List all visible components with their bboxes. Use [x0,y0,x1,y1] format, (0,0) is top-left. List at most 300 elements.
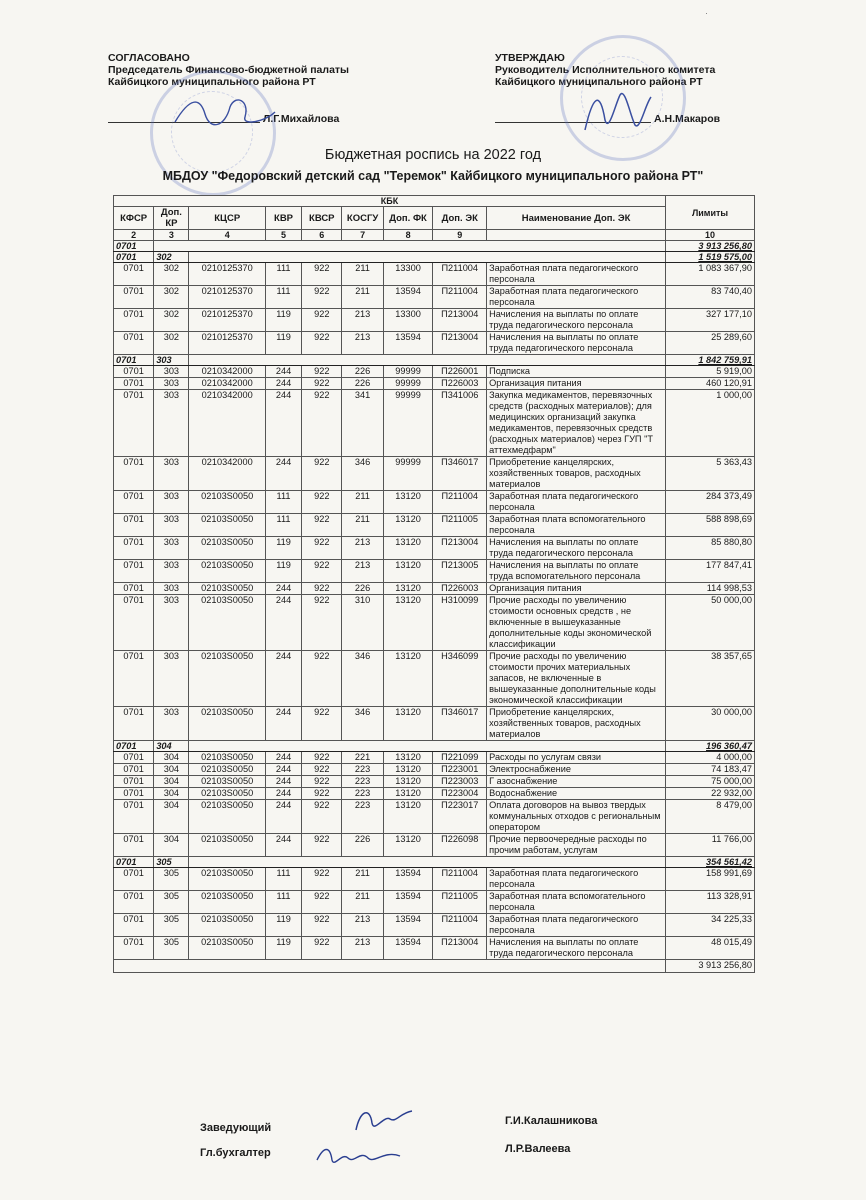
cell-name: Начисления на выплаты по оплате труда вспомогательного персонала [487,560,666,583]
cell-dop-fk: 99999 [383,366,433,378]
column-number: 2 [114,230,154,241]
table-row [114,286,755,309]
cell-kfsr: 0701 [114,514,154,537]
cell-dop-kr: 305 [154,868,189,891]
cell-kfsr: 0701 [114,457,154,491]
column-header-kvr: КВР [265,207,301,230]
column-number: 3 [154,230,189,241]
cell-dop-ek: П223017 [433,800,487,834]
cell-amount: 22 932,00 [666,788,755,800]
cell-amount: 38 357,65 [666,651,755,707]
cell-kvsr: 922 [302,776,342,788]
cell-kcsr: 02103S0050 [189,537,265,560]
cell-kosgu: 226 [342,378,383,390]
cell-dop-fk: 13594 [383,868,433,891]
cell-dop-fk: 13594 [383,914,433,937]
cell-dop-ek: П211004 [433,914,487,937]
cell-kfsr: 0701 [114,366,154,378]
cell-kfsr: 0701 [114,800,154,834]
group-total-row [114,355,755,366]
cell-name: Водоснабжение [487,788,666,800]
document-title: Бюджетная роспись на 2022 год [324,147,542,163]
cell-kosgu: 223 [342,776,383,788]
cell-kvsr: 922 [302,378,342,390]
approval-approved-heading: УТВЕРЖДАЮ [495,52,565,64]
cell-name: Заработная плата педагогического персонала [487,914,666,937]
cell-kvr: 111 [265,891,301,914]
cell-dop-kr: 303 [154,651,189,707]
cell-dop-kr: 302 [154,309,189,332]
cell-amount: 327 177,10 [666,309,755,332]
cell-kfsr: 0701 [114,707,154,741]
cell-name: Начисления на выплаты по оплате труда педагогического персонала [487,309,666,332]
cell-kfsr: 0701 [114,595,154,651]
cell-kvsr: 922 [302,390,342,457]
cell-kosgu: 213 [342,560,383,583]
cell-kfsr: 0701 [114,937,154,960]
cell-dop-fk: 13120 [383,764,433,776]
accountant-name: Л.Р.Валеева [505,1143,571,1155]
table-row [114,752,755,764]
cell-kosgu: 211 [342,286,383,309]
cell-kvsr: 922 [302,309,342,332]
cell-kcsr: 02103S0050 [189,583,265,595]
table-row [114,651,755,707]
cell-kvr: 244 [265,583,301,595]
cell-dop-fk: 13594 [383,286,433,309]
cell-name: Начисления на выплаты по оплате труда педагогического персонала [487,537,666,560]
cell-kvr: 119 [265,560,301,583]
cell-kvr: 111 [265,286,301,309]
cell-dop-fk: 99999 [383,378,433,390]
cell-kcsr: 02103S0050 [189,800,265,834]
cell-dop-fk: 13120 [383,776,433,788]
cell-dop-fk: 13594 [383,891,433,914]
cell-kcsr: 02103S0050 [189,937,265,960]
cell-dop-fk: 13120 [383,834,433,857]
approval-approved-line2: Кайбицкого муниципального района РТ [495,76,703,88]
cell-dop-ek: П211004 [433,491,487,514]
cell-kcsr: 0210342000 [189,366,265,378]
cell-kfsr: 0701 [114,752,154,764]
cell-kvr: 119 [265,537,301,560]
cell-kvsr: 922 [302,937,342,960]
cell-kcsr: 0210342000 [189,390,265,457]
cell-kosgu: 213 [342,937,383,960]
cell-kosgu: 226 [342,834,383,857]
cell-kfsr: 0701 [114,560,154,583]
cell-kvr: 244 [265,457,301,491]
cell-name: Заработная плата педагогического персонала [487,868,666,891]
cell-dop-ek: П211004 [433,286,487,309]
cell-kcsr: 0210342000 [189,378,265,390]
cell-name: Расходы по услугам связи [487,752,666,764]
cell-kosgu: 213 [342,914,383,937]
cell-name: Прочие расходы по увеличению стоимости основных средств , не включенные в вышеуказанные дополнительные коды экономической классификации [487,595,666,651]
cell-name: Заработная плата педагогического персонала [487,263,666,286]
cell-kfsr: 0701 [114,491,154,514]
cell-kvsr: 922 [302,595,342,651]
cell-amount: 588 898,69 [666,514,755,537]
cell-dop-fk: 13120 [383,595,433,651]
cell-kvr: 119 [265,332,301,355]
cell-kosgu: 211 [342,491,383,514]
column-header-name: Наименование Доп. ЭК [487,207,666,230]
grand-total-row [114,960,755,973]
cell-amount: 177 847,41 [666,560,755,583]
cell-amount: 1 000,00 [666,390,755,457]
cell-dop-fk: 13120 [383,491,433,514]
cell-dop-ek: П346017 [433,707,487,741]
cell-kfsr: 0701 [114,537,154,560]
cell-kosgu: 223 [342,800,383,834]
cell-dop-fk: 13120 [383,800,433,834]
cell-kvsr: 922 [302,800,342,834]
cell-kosgu: 223 [342,788,383,800]
cell-name: Заработная плата педагогического персонала [487,286,666,309]
table-kbk-header-row [114,196,755,207]
cell-dop-fk: 99999 [383,457,433,491]
table-row [114,707,755,741]
cell-kcsr: 02103S0050 [189,514,265,537]
cell-amount: 284 373,49 [666,491,755,514]
cell-kcsr: 0210125370 [189,263,265,286]
cell-kvr: 244 [265,788,301,800]
table-row [114,764,755,776]
cell-kvr: 111 [265,491,301,514]
cell-dop-ek: П226001 [433,366,487,378]
column-number: 6 [302,230,342,241]
cell-dop-ek: П226003 [433,378,487,390]
cell-kvr: 244 [265,752,301,764]
cell-kvsr: 922 [302,914,342,937]
cell-kosgu: 221 [342,752,383,764]
cell-kvr: 111 [265,263,301,286]
cell-kfsr: 0701 [114,764,154,776]
table-row [114,834,755,857]
cell-dop-fk: 13120 [383,651,433,707]
approval-agreed-line1: Председатель Финансово-бюджетной палаты [108,64,350,76]
cell-dop-kr: 303 [154,390,189,457]
table-row [114,332,755,355]
cell-kfsr: 0701 [114,309,154,332]
cell-amount: 1 083 367,90 [666,263,755,286]
table-row [114,800,755,834]
cell-kfsr: 0701 [114,390,154,457]
cell-kvsr: 922 [302,707,342,741]
column-number: 9 [433,230,487,241]
cell-dop-kr: 304 [154,834,189,857]
cell-kvr: 244 [265,595,301,651]
table-row [114,263,755,286]
cell-kosgu: 211 [342,514,383,537]
cell-amount: 5 363,43 [666,457,755,491]
cell-kcsr: 02103S0050 [189,560,265,583]
cell-dop-kr: 304 [154,776,189,788]
cell-kcsr: 02103S0050 [189,868,265,891]
table-row [114,366,755,378]
cell-kvr: 119 [265,937,301,960]
cell-amount: 34 225,33 [666,914,755,937]
cell-kvr: 111 [265,868,301,891]
cell-kcsr: 02103S0050 [189,707,265,741]
cell-kvr: 244 [265,800,301,834]
approval-agreed-signatory: Л.Г.Михайлова [263,113,340,125]
cell-amount: 158 991,69 [666,868,755,891]
cell-dop-ek: П211005 [433,514,487,537]
cell-kcsr: 02103S0050 [189,491,265,514]
cell-dop-kr: 302 [154,286,189,309]
cell-dop-fk: 13120 [383,537,433,560]
cell-dop-kr: 303 [154,707,189,741]
cell-amount: 5 919,00 [666,366,755,378]
cell-dop-fk: 13120 [383,752,433,764]
approval-agreed-heading: СОГЛАСОВАНО [108,52,190,64]
cell-kosgu: 346 [342,457,383,491]
table-row [114,378,755,390]
cell-dop-kr: 304 [154,764,189,776]
cell-dop-kr: 305 [154,937,189,960]
cell-kosgu: 211 [342,263,383,286]
cell-kfsr: 0701 [114,914,154,937]
cell-name: Приобретение канцелярских, хозяйственных товаров, расходных материалов [487,457,666,491]
column-number: 5 [265,230,301,241]
cell-kvr: 119 [265,309,301,332]
cell-kcsr: 02103S0050 [189,891,265,914]
cell-kvsr: 922 [302,868,342,891]
cell-amount: 25 289,60 [666,332,755,355]
approval-approved-signatory: А.Н.Макаров [654,113,721,125]
document-subtitle: МБДОУ "Федоровский детский сад "Теремок" Кайбицкого муниципального района РТ" [162,169,704,183]
cell-kvsr: 922 [302,286,342,309]
head-position: Заведующий [200,1122,272,1134]
group-total-row [114,252,755,263]
table-header-row [114,207,755,230]
cell-name: Организация питания [487,583,666,595]
cell-kvr: 119 [265,914,301,937]
cell-name: Оплата договоров на вывоз твердых коммунальных отходов с региональным оператором [487,800,666,834]
cell-kcsr: 02103S0050 [189,752,265,764]
table-row [114,595,755,651]
cell-kfsr: 0701 [114,378,154,390]
signature-makarov [575,85,655,135]
cell-kfsr: 0701 [114,332,154,355]
signature-accountant [312,1140,407,1170]
cell-kosgu: 226 [342,583,383,595]
cell-amount: 11 766,00 [666,834,755,857]
group-total-row [114,857,755,868]
cell-name: Заработная плата вспомогательного персонала [487,514,666,537]
column-header-dop-fk: Доп. ФК [383,207,433,230]
group-total-amount: 196 360,47 [666,741,755,752]
cell-kosgu: 211 [342,891,383,914]
kbk-header: КБК [114,196,666,207]
cell-dop-fk: 99999 [383,390,433,457]
approval-approved-line1: Руководитель Исполнительного комитета [495,64,716,76]
group-total-amount: 354 561,42 [666,857,755,868]
cell-kvsr: 922 [302,834,342,857]
column-number: 10 [666,230,755,241]
cell-kosgu: 310 [342,595,383,651]
cell-dop-ek: П213004 [433,937,487,960]
cell-kvr: 244 [265,776,301,788]
table-row [114,309,755,332]
cell-kvr: 244 [265,378,301,390]
table-column-numbers-row [114,230,755,241]
cell-dop-fk: 13300 [383,309,433,332]
cell-dop-kr: 305 [154,891,189,914]
cell-kcsr: 02103S0050 [189,914,265,937]
column-header-kcsr: КЦСР [189,207,265,230]
group-kr: 305 [154,857,189,868]
cell-kfsr: 0701 [114,788,154,800]
cell-kvr: 244 [265,651,301,707]
cell-dop-fk: 13594 [383,937,433,960]
cell-kfsr: 0701 [114,263,154,286]
cell-kvsr: 922 [302,891,342,914]
grand-total-amount: 3 913 256,80 [666,960,755,973]
group-kfsr: 0701 [114,355,154,366]
section-total-amount: 3 913 256,80 [666,241,755,252]
cell-kosgu: 226 [342,366,383,378]
cell-dop-ek: П213005 [433,560,487,583]
table-row [114,537,755,560]
cell-amount: 75 000,00 [666,776,755,788]
cell-kosgu: 213 [342,332,383,355]
cell-kcsr: 02103S0050 [189,764,265,776]
cell-dop-ek: П226098 [433,834,487,857]
cell-kvsr: 922 [302,332,342,355]
column-header-kvsr: КВСР [302,207,342,230]
cell-kvsr: 922 [302,764,342,776]
cell-dop-ek: П346017 [433,457,487,491]
column-number: 8 [383,230,433,241]
table-row [114,937,755,960]
cell-kcsr: 02103S0050 [189,776,265,788]
cell-amount: 30 000,00 [666,707,755,741]
cell-dop-kr: 302 [154,332,189,355]
cell-kosgu: 346 [342,651,383,707]
cell-kosgu: 213 [342,309,383,332]
cell-dop-ek: П221099 [433,752,487,764]
column-header-dop-kr: Доп. КР [154,207,189,230]
table-row [114,914,755,937]
cell-dop-ek: П226003 [433,583,487,595]
cell-dop-kr: 305 [154,914,189,937]
group-kfsr: 0701 [114,741,154,752]
cell-amount: 460 120,91 [666,378,755,390]
cell-amount: 8 479,00 [666,800,755,834]
cell-kfsr: 0701 [114,776,154,788]
cell-dop-ek: П223001 [433,764,487,776]
cell-name: Прочие первоочередные расходы по прочим работам, услугам [487,834,666,857]
cell-dop-kr: 304 [154,788,189,800]
cell-kvsr: 922 [302,583,342,595]
cell-name: Начисления на выплаты по оплате труда педагогического персонала [487,332,666,355]
cell-kfsr: 0701 [114,834,154,857]
cell-name: Заработная плата педагогического персонала [487,491,666,514]
group-kr: 302 [154,252,189,263]
cell-kfsr: 0701 [114,286,154,309]
approval-agreed-line2: Кайбицкого муниципального района РТ [108,76,316,88]
column-header-kfsr: КФСР [114,207,154,230]
cell-kfsr: 0701 [114,651,154,707]
cell-kvr: 244 [265,834,301,857]
group-total-amount: 1 842 759,91 [666,355,755,366]
table-row [114,583,755,595]
cell-kvsr: 922 [302,263,342,286]
cell-kcsr: 02103S0050 [189,651,265,707]
cell-kvr: 111 [265,514,301,537]
cell-dop-fk: 13120 [383,707,433,741]
cell-dop-fk: 13120 [383,560,433,583]
cell-name: Организация питания [487,378,666,390]
cell-amount: 114 998,53 [666,583,755,595]
cell-dop-ek: Н346099 [433,651,487,707]
table-row [114,390,755,457]
cell-dop-fk: 13120 [383,583,433,595]
cell-dop-kr: 303 [154,560,189,583]
column-header-dop-ek: Доп. ЭК [433,207,487,230]
cell-dop-ek: П211004 [433,868,487,891]
section-kfsr: 0701 [114,241,154,252]
group-kr: 303 [154,355,189,366]
table-row [114,457,755,491]
cell-kosgu: 223 [342,764,383,776]
cell-kfsr: 0701 [114,583,154,595]
cell-kcsr: 0210342000 [189,457,265,491]
cell-kcsr: 0210125370 [189,332,265,355]
table-row [114,491,755,514]
cell-kosgu: 341 [342,390,383,457]
cell-dop-kr: 304 [154,800,189,834]
cell-dop-ek: П223003 [433,776,487,788]
cell-kcsr: 02103S0050 [189,595,265,651]
cell-amount: 50 000,00 [666,595,755,651]
cell-kfsr: 0701 [114,891,154,914]
scan-artifact: · [705,8,708,18]
cell-dop-kr: 303 [154,491,189,514]
cell-dop-fk: 13120 [383,788,433,800]
cell-kvsr: 922 [302,560,342,583]
group-kfsr: 0701 [114,857,154,868]
cell-kvsr: 922 [302,651,342,707]
cell-dop-ek: П213004 [433,537,487,560]
cell-name: Заработная плата вспомогательного персонала [487,891,666,914]
column-header-limits: Лимиты [666,196,755,230]
cell-dop-kr: 304 [154,752,189,764]
cell-name: Электроснабжение [487,764,666,776]
cell-kcsr: 0210125370 [189,309,265,332]
cell-kvr: 244 [265,390,301,457]
table-row [114,868,755,891]
table-row [114,560,755,583]
budget-table [113,195,755,973]
cell-dop-ek: П213004 [433,309,487,332]
column-header-kosgu: КОСГУ [342,207,383,230]
cell-dop-fk: 13120 [383,514,433,537]
cell-kfsr: 0701 [114,868,154,891]
group-total-row [114,741,755,752]
cell-name: Прочие расходы по увеличению стоимости прочих материальных запасов, не включенные в вышеуказанные дополнительные коды экономической классификации [487,651,666,707]
signature-mikhailova [170,92,280,132]
budget-table-body [114,241,755,960]
cell-kvsr: 922 [302,537,342,560]
cell-kvr: 244 [265,707,301,741]
group-kr: 304 [154,741,189,752]
group-kfsr: 0701 [114,252,154,263]
cell-kvsr: 922 [302,788,342,800]
